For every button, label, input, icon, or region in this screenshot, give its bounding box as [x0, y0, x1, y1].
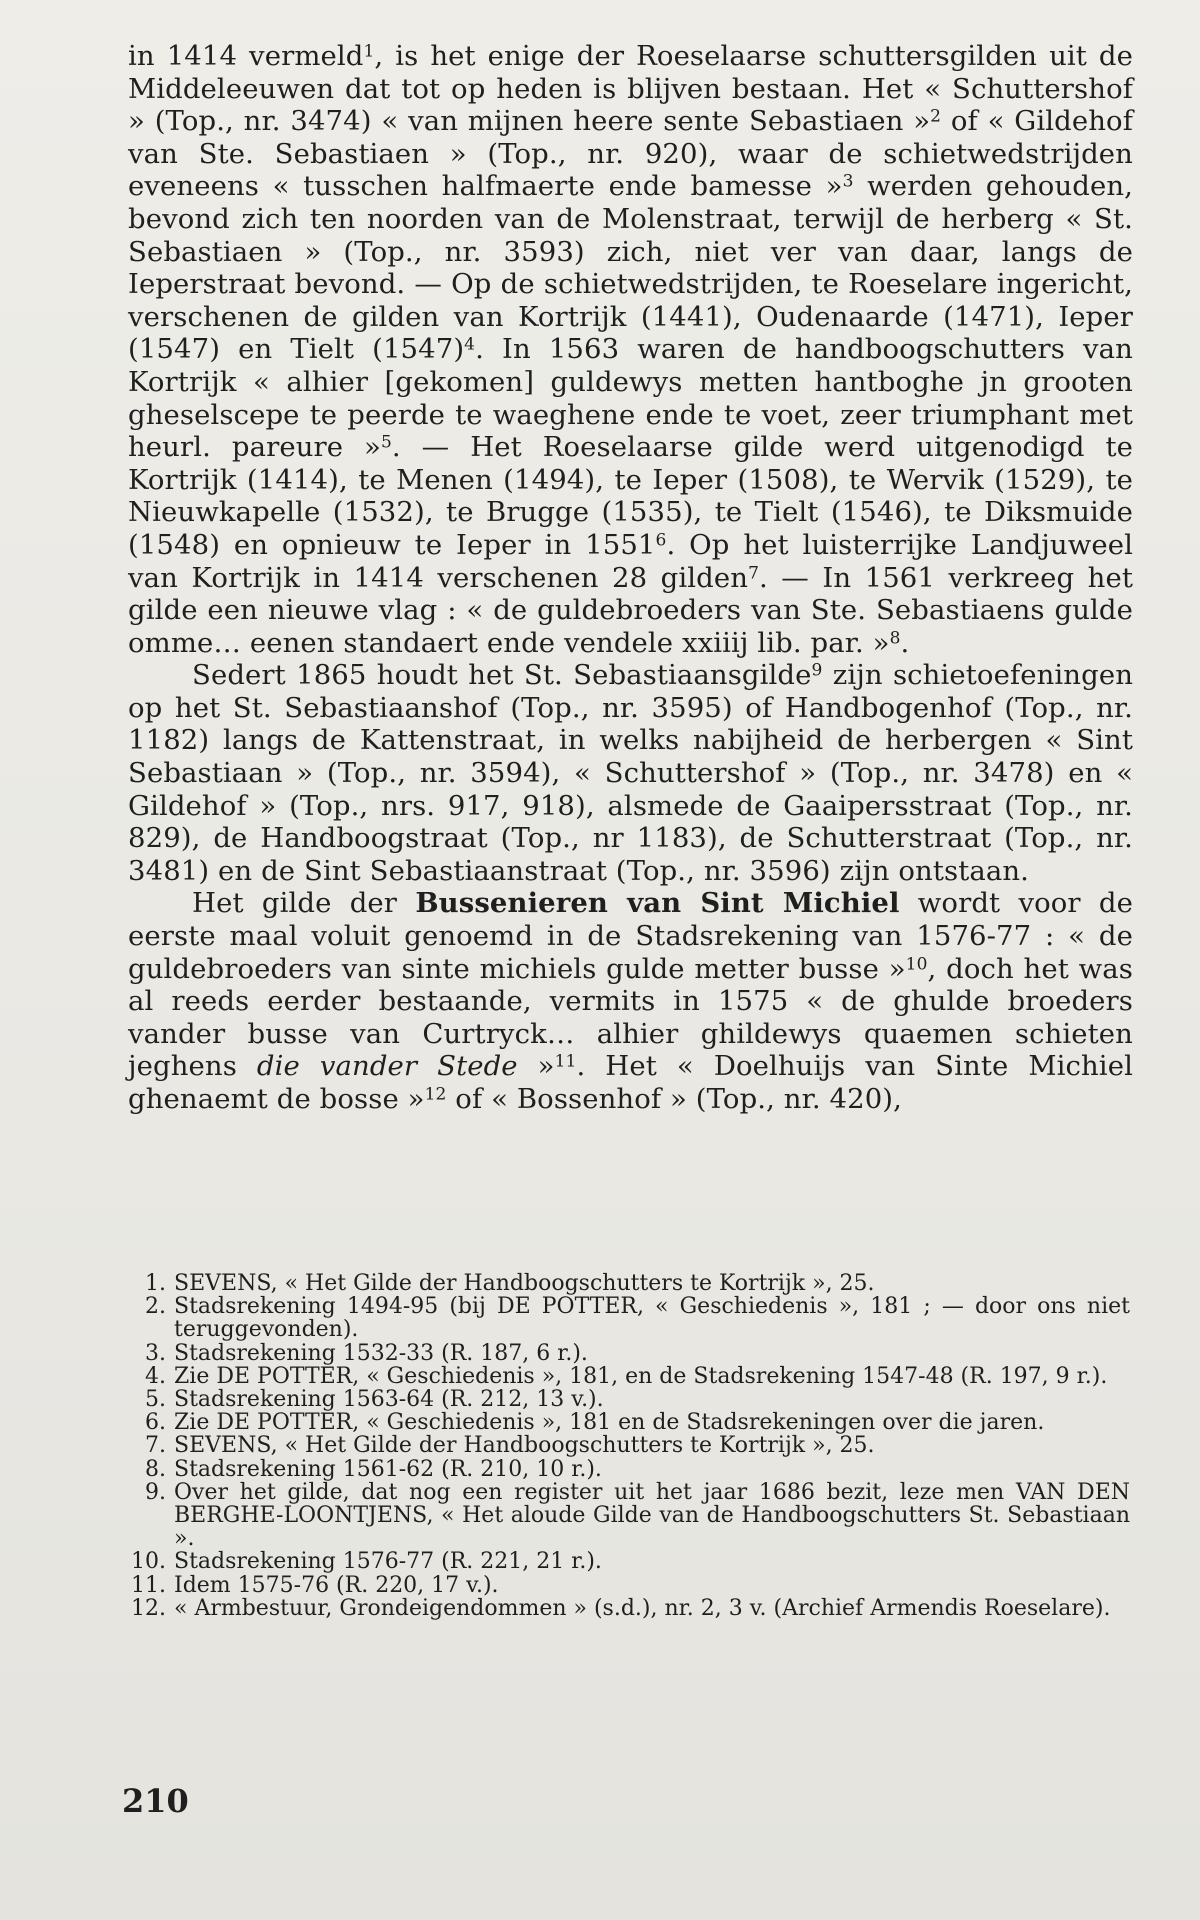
footnote-number: 11. [131, 1572, 166, 1598]
text-run: . [900, 626, 910, 659]
text-run: , is het enige der Roeselaarse schuttersgilden uit de Middeleeuwen dat tot op heden is blijven bestaan. Het « Schuttershof » (Top., nr. 3474) « van mijnen heere sente Sebastiaen » [128, 40, 1133, 138]
footnote [130, 1411, 1130, 1434]
footnote-number: 10. [131, 1549, 166, 1575]
footnote-ref: 1 [363, 41, 375, 62]
text-run: wordt voor de eerste maal voluit genoemd in de Stadsrekening van 1576-77 : « de guldebroeders van sinte michiels gulde metter busse » [128, 887, 1133, 985]
footnote [130, 1574, 1130, 1597]
footnote [130, 1272, 1130, 1295]
footnote-number: 5. [145, 1387, 166, 1413]
text-run: . In 1563 waren de handboogschutters van Kortrijk « alhier [gekomen] guldewys metten hantboghe jn grooten gheselscepe te peerde te waeghene ende te voet, zeer triumphant met heurl. pareure » [128, 333, 1133, 464]
text-run: . — In 1561 verkreeg het gilde een nieuwe vlag : « de guldebroeders van Ste. Sebastiaens gulde omme… eenen standaert ende vendele xxiiij lib. par. » [128, 561, 1133, 659]
footnote-ref: 12 [424, 1084, 447, 1105]
footnote-number: 12. [131, 1595, 166, 1621]
text-run: of « Bossenhof » (Top., nr. 420), [446, 1083, 902, 1115]
footnote-text: Zie DE POTTER, « Geschiedenis », 181, en de Stadsrekening 1547-48 (R. 197, 9 r.). [174, 1363, 1108, 1389]
footnote-number: 1. [145, 1271, 166, 1296]
text-run: werden gehouden, bevond zich ten noorden van de Molenstraat, terwijl de herberg « St. Sebastiaen » (Top., nr. 3593) zich, niet ver van daar, langs de Ieperstraat bevond. — Op de schietwedstrijden, te Roeselare ingericht, verschenen de gilden van Kortrijk (1441), Oudenaarde (1471), Ieper (1547) en Tielt (1547) [128, 170, 1133, 366]
page-number: 210 [122, 1782, 189, 1820]
footnote-text: Stadsrekening 1576-77 (R. 221, 21 r.). [174, 1549, 602, 1575]
footnote-text: SEVENS, « Het Gilde der Handboogschutters te Kortrijk », 25. [174, 1433, 875, 1459]
footnote-ref: 11 [554, 1051, 577, 1072]
footnote-number: 3. [145, 1340, 166, 1366]
text-run: . Het « Doelhuijs van Sinte Michiel ghenaemt de bosse » [128, 1050, 1133, 1115]
text-run: zijn schietoefeningen op het St. Sebastiaanshof (Top., nr. 3595) of Handbogenhof (Top., nr. 1182) langs de Kattenstraat, in welks nabijheid de herbergen « Sint Sebastiaan » (Top., nr. 3594), « Schuttershof » (Top., nr. 3478) en « Gildehof » (Top., nrs. 917, 918), alsmede de Gaaipersstraat (Top., nr. 829), de Handboogstraat (Top., nr 1183), de Schutterstraat (Top., nr. 3481) en de Sint Sebastiaanstraat (Top., nr. 3596) zijn ontstaan. [128, 659, 1133, 887]
footnote-number: 9. [145, 1479, 166, 1505]
paragraph-1 [128, 40, 1133, 659]
footnote-ref: 10 [905, 954, 928, 975]
footnote-text: « Armbestuur, Grondeigendommen » (s.d.), nr. 2, 3 v. (Archief Armendis Roeselare). [174, 1595, 1111, 1621]
paragraph-2 [128, 659, 1133, 887]
text-run: . — Het Roeselaarse gilde werd uitgenodigd te Kortrijk (1414), te Menen (1494), te Ieper (1508), te Wervik (1529), te Nieuwkapelle (1532), te Brugge (1535), te Tielt (1546), te Diksmuide (1548) en opnieuw te Ieper in 1551 [128, 431, 1133, 561]
footnote-ref: 7 [748, 562, 759, 583]
footnote-number: 4. [145, 1363, 166, 1389]
footnote-number: 8. [145, 1456, 166, 1482]
footnote [130, 1597, 1130, 1620]
footnote-number: 6. [145, 1410, 166, 1436]
footnote-text: Stadsrekening 1532-33 (R. 187, 6 r.). [174, 1340, 588, 1366]
footnote-ref: 8 [889, 628, 901, 649]
footnote-ref: 9 [811, 660, 823, 681]
footnote [130, 1434, 1130, 1457]
footnote [130, 1342, 1130, 1365]
footnote [130, 1365, 1130, 1388]
footnote [130, 1388, 1130, 1411]
footnote-ref: 4 [464, 334, 476, 355]
footnote-number: 7. [145, 1433, 166, 1459]
footnote-ref: 6 [655, 530, 667, 551]
footnote-text: Stadsrekening 1561-62 (R. 210, 10 r.). [174, 1456, 602, 1482]
text-run: , doch het was al reeds eerder bestaande, vermits in 1575 « de ghulde broeders vander busse van Curtryck… alhier ghildewys quaemen schieten jeghens [128, 952, 1133, 1083]
text-run: of « Gildehof van Ste. Sebastiaen » (Top., nr. 920), waar de schietwedstrijden eveneens « tusschen halfmaerte ende bamesse » [128, 105, 1133, 203]
text-run: Sedert 1865 houdt het St. Sebastiaansgilde [192, 659, 812, 692]
footnote-text: Idem 1575-76 (R. 220, 17 v.). [174, 1572, 499, 1598]
footnote-text: Over het gilde, dat nog een register uit het jaar 1686 bezit, leze men VAN DEN BERGHE-LOONTJENS, « Het aloude Gilde van de Handboogschutters St. Sebastiaan ». [174, 1479, 1130, 1552]
italic-text: die vander Stede [256, 1050, 518, 1083]
footnote-text: SEVENS, « Het Gilde der Handboogschutters te Kortrijk », 25. [174, 1271, 875, 1296]
footnote-text: Zie DE POTTER, « Geschiedenis », 181 en de Stadsrekeningen over die jaren. [174, 1410, 1045, 1436]
text-run: Het gilde der [192, 887, 416, 920]
footnote-text: Stadsrekening 1563-64 (R. 212, 13 v.). [174, 1387, 604, 1413]
footnote [130, 1481, 1130, 1551]
footnote [130, 1458, 1130, 1481]
text-run: in 1414 vermeld [128, 40, 364, 72]
footnote-ref: 3 [842, 171, 854, 192]
footnote-text: Stadsrekening 1494-95 (bij DE POTTER, « Geschiedenis », 181 ; — door ons niet teruggevonden). [174, 1294, 1130, 1343]
footnotes [130, 1272, 1130, 1620]
footnote-number: 2. [145, 1294, 166, 1320]
text-run: . Op het luisterrijke Landjuweel van Kortrijk in 1414 verschenen 28 gilden [128, 528, 1133, 594]
footnote-ref: 2 [930, 106, 942, 127]
paragraph-3 [128, 887, 1133, 1115]
footnote-ref: 5 [380, 432, 392, 453]
footnote [130, 1295, 1130, 1341]
text-run: » [517, 1050, 555, 1083]
footnote [130, 1550, 1130, 1573]
bold-text: Bussenieren van Sint Michiel [415, 887, 900, 920]
main-text [128, 40, 1133, 1116]
